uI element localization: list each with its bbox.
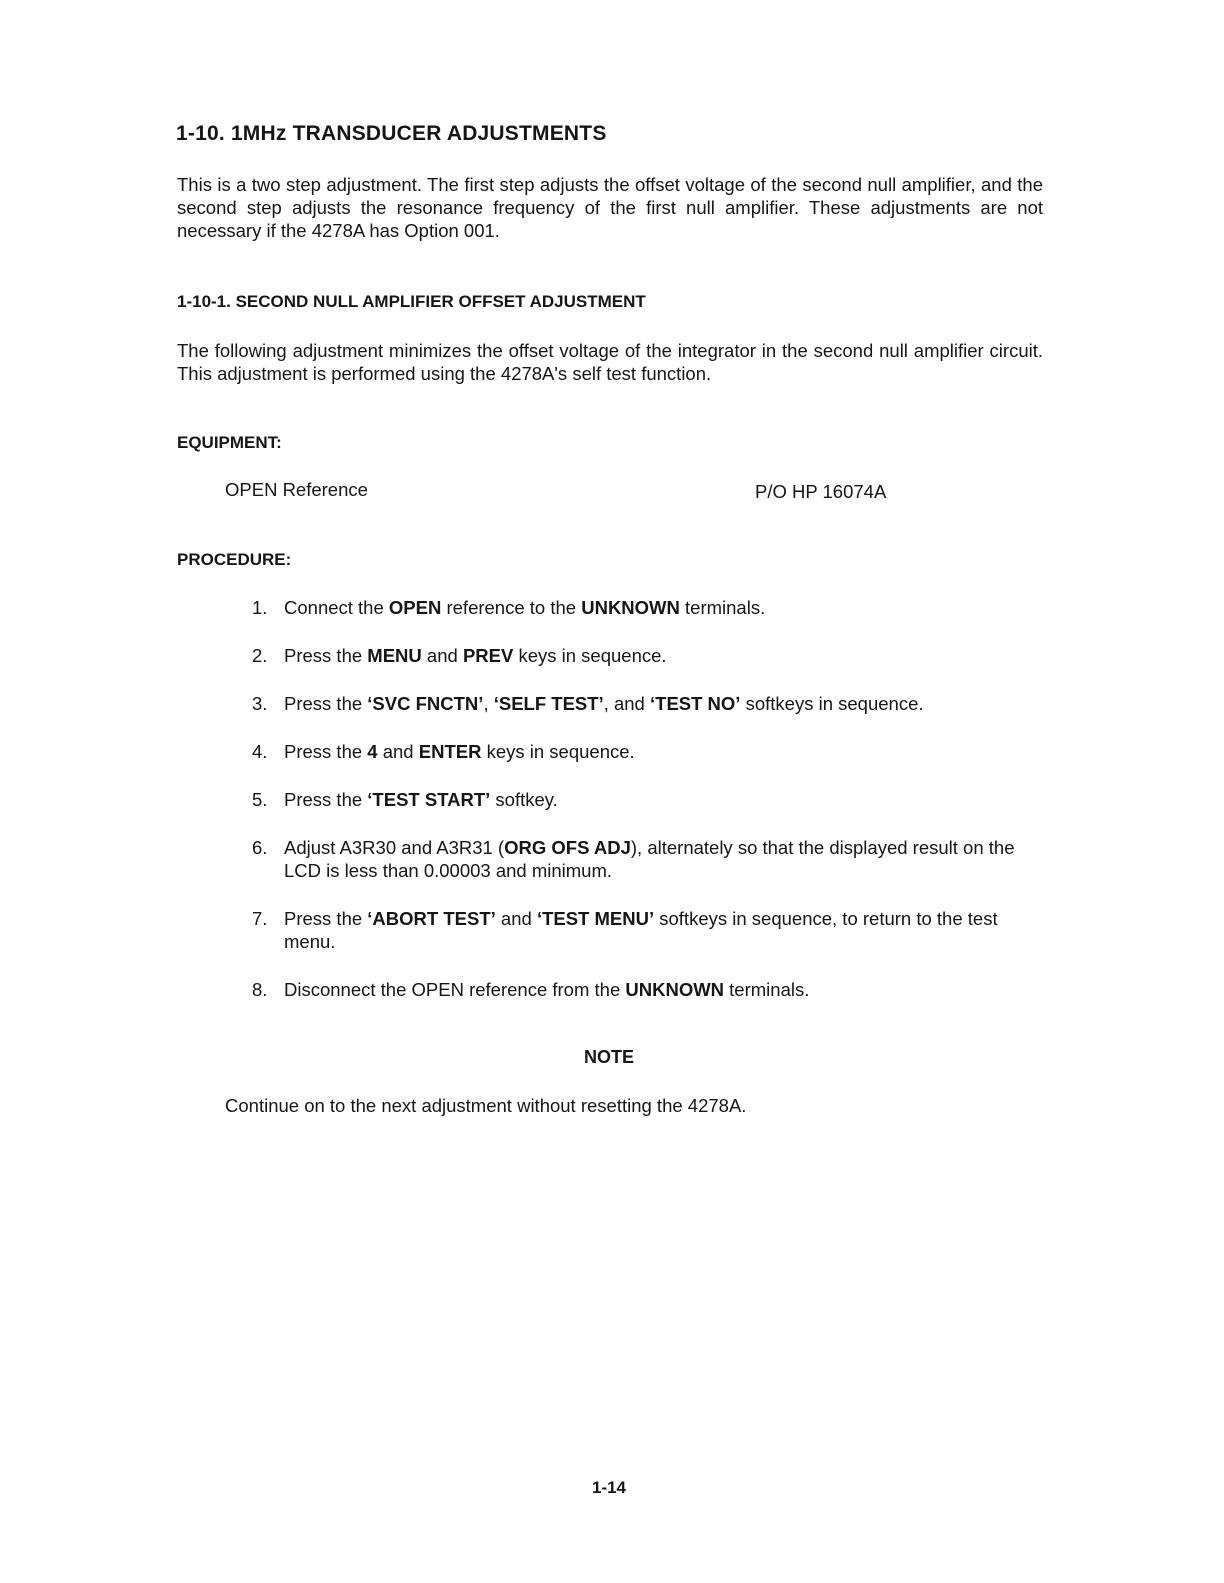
step-number: 7.	[252, 908, 268, 929]
procedure-step	[252, 596, 1047, 619]
note-title: NOTE	[583, 1047, 634, 1067]
procedure-step	[252, 644, 1047, 667]
note-text: Continue on to the next adjustment without resetting the 4278A.	[225, 1095, 747, 1116]
step-keyword: ‘SELF TEST’	[493, 693, 604, 714]
step-number: 8.	[252, 979, 268, 1000]
step-keyword: ENTER	[418, 741, 482, 762]
procedure-step	[252, 978, 1047, 1001]
step-text: Press the	[284, 645, 368, 666]
step-number: 1.	[252, 597, 268, 618]
equipment-item: OPEN Reference	[225, 479, 368, 500]
step-keyword: OPEN	[388, 597, 442, 618]
step-text: softkey.	[490, 789, 558, 810]
step-number: 4.	[252, 741, 268, 762]
step-text: ), alternately so that the displayed result on the LCD is less than 0.00003 and minimum.	[284, 837, 1015, 881]
step-keyword: UNKNOWN	[625, 979, 725, 1000]
subsection-intro: The following adjustment minimizes the offset voltage of the integrator in the second null amplifier circuit. This adjustment is performed using the 4278A's self test function.	[177, 340, 1043, 384]
step-text: and	[377, 741, 419, 762]
page-number: 1-14	[591, 1478, 627, 1497]
step-text: terminals.	[724, 979, 810, 1000]
section-title: 1-10. 1MHz TRANSDUCER ADJUSTMENTS	[176, 122, 607, 145]
step-keyword: 4	[367, 741, 378, 762]
step-keyword: PREV	[462, 645, 514, 666]
step-text: Adjust A3R30 and A3R31 (	[284, 837, 505, 858]
step-keyword: MENU	[367, 645, 422, 666]
step-keyword: UNKNOWN	[581, 597, 680, 618]
equipment-part-number: P/O HP 16074A	[755, 481, 887, 502]
procedure-step	[252, 740, 1047, 763]
step-number: 5.	[252, 789, 268, 810]
step-number: 3.	[252, 693, 268, 714]
step-text: Press the	[284, 908, 368, 929]
section-intro: This is a two step adjustment. The first step adjusts the offset voltage of the second null amplifier, and the second step adjusts the resonance frequency of the first null amplifier. These adjustments are not necessary if the 4278A has Option 001.	[177, 174, 1043, 241]
step-text: keys in sequence.	[513, 645, 667, 666]
procedure-steps	[252, 596, 1047, 1026]
step-text: and	[495, 908, 537, 929]
step-text: terminals.	[679, 597, 766, 618]
step-keyword: ‘TEST MENU’	[536, 908, 655, 929]
step-text: softkeys in sequence, to return to the test menu.	[284, 908, 998, 952]
step-text: ,	[483, 693, 494, 714]
step-text: and	[421, 645, 463, 666]
step-text: Disconnect the OPEN reference from the	[284, 979, 626, 1000]
step-number: 6.	[252, 837, 268, 858]
step-text: softkeys in sequence.	[740, 693, 924, 714]
subsection-title: 1-10-1. SECOND NULL AMPLIFIER OFFSET ADJUSTMENT	[177, 292, 646, 311]
procedure-step	[252, 907, 1047, 953]
step-keyword: ORG OFS ADJ	[504, 837, 631, 858]
step-keyword: ‘TEST START’	[367, 789, 491, 810]
step-text: keys in sequence.	[481, 741, 635, 762]
step-text: , and	[603, 693, 650, 714]
step-text: Connect the	[284, 597, 389, 618]
step-text: reference to the	[441, 597, 582, 618]
step-number: 2.	[252, 645, 268, 666]
step-keyword: ‘SVC FNCTN’	[367, 693, 484, 714]
step-keyword: ‘TEST NO’	[650, 693, 741, 714]
step-text: Press the	[284, 693, 368, 714]
procedure-step	[252, 692, 1047, 715]
step-text: Press the	[284, 741, 368, 762]
procedure-step	[252, 836, 1047, 882]
step-keyword: ‘ABORT TEST’	[367, 908, 496, 929]
procedure-step	[252, 788, 1047, 811]
procedure-heading: PROCEDURE:	[177, 550, 292, 569]
step-text: Press the	[284, 789, 368, 810]
equipment-heading: EQUIPMENT:	[177, 433, 282, 452]
